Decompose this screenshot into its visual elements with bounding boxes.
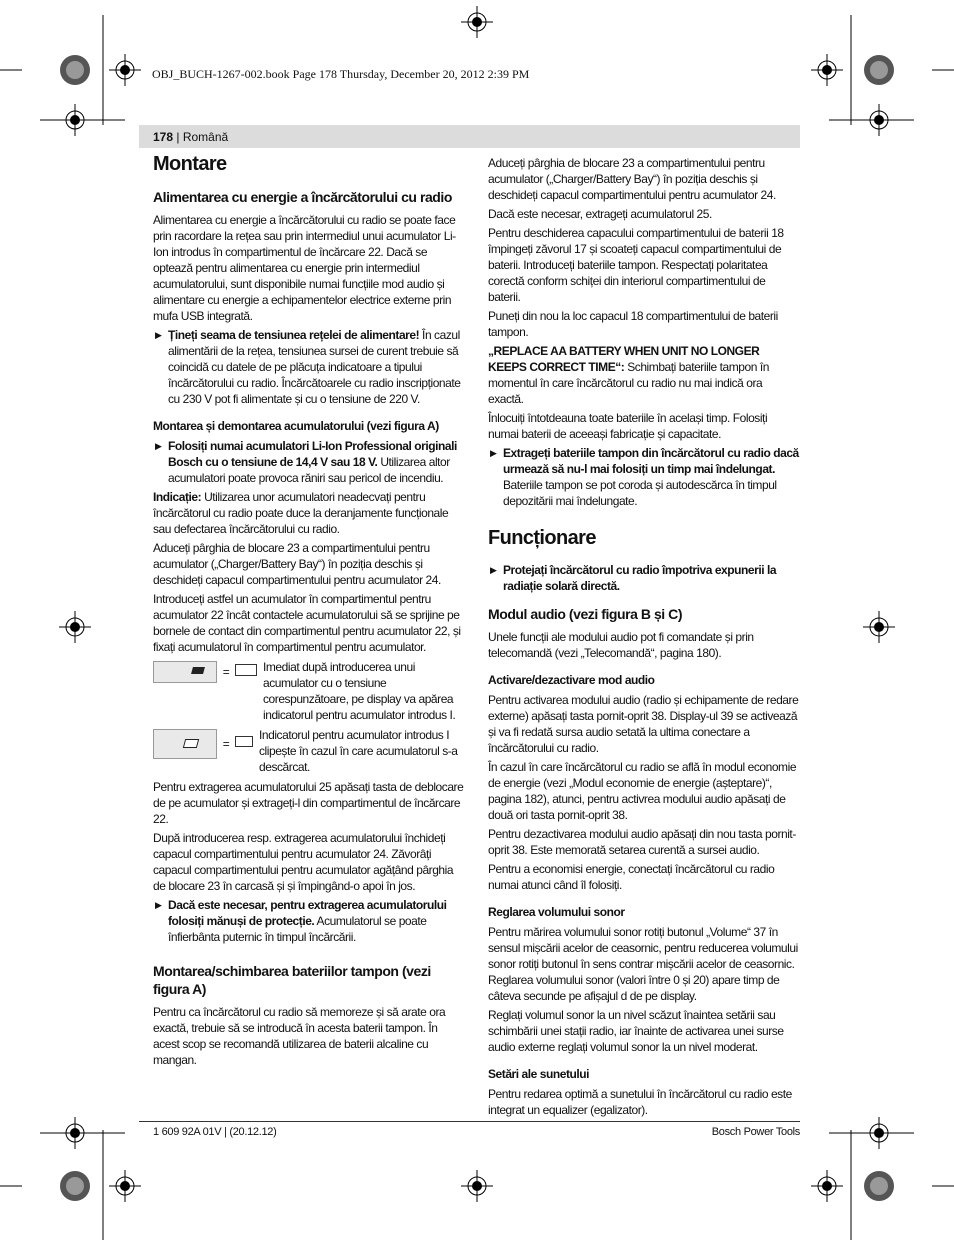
paragraph-unele: Unele funcții ale modului audio pot fi comandate și prin telecomandă (vezi „Telecomandă“, pagina 180). (488, 630, 754, 660)
indicator-text-1: Imediat după introducerea unui acumulator cu o tensiune corespunzătoare, pe display va apărea indicatorul pentru acumulator introdus I. (263, 660, 456, 722)
indicator-row-2 (153, 727, 466, 775)
bullet-text: Acumulatorul se poate înfierbânta puternic în timpul încărcării. (168, 914, 427, 944)
indicatie-label: Indicație: (153, 490, 202, 504)
page-header (153, 130, 228, 144)
paragraph-dezactivarea: Pentru dezactivarea modului audio apăsați din nou tasta pornit-oprit 38. Este memorată setarea curentă a sursei audio. (488, 827, 796, 857)
heading-montare: Montare (153, 153, 227, 175)
heading-activare: Activare/dezactivare mod audio (488, 673, 655, 687)
heading-montarea-acumulatorului: Montarea și demontarea acumulatorului (vezi figura A) (153, 419, 439, 433)
paragraph-aduceti-2: Aduceți pârghia de blocare 23 a compartimentului pentru acumulator („Charger/Battery Bay“) în poziția deschis și deschideți capacul compartimentului pentru acumulator 24. (488, 156, 776, 202)
bullet-text: Bateriile tampon se pot coroda și autodescărca în timpul depozitării mai îndelungate. (503, 478, 777, 508)
heading-functionare: Funcționare (488, 527, 596, 549)
bullet-text: Utilizarea altor acumulatori poate provoca răniri sau pericol de incendiu. (168, 455, 450, 485)
page-number: 178 (153, 130, 174, 144)
bullet-bold: Dacă este necesar, pentru extragerea acumulatorului folosiți mănuși de protecție. (168, 898, 447, 928)
paragraph-inlocuiti: Înlocuiți întotdeauna toate bateriile în același timp. Folosiți numai baterii de aceeași fabricație și capacitate. (488, 411, 768, 441)
paragraph-redarea: Pentru redarea optimă a sunetului în încărcătorul cu radio este integrat un equalizer (egalizator). (488, 1087, 792, 1117)
heading-setari: Setări ale sunetului (488, 1067, 590, 1081)
paragraph-economisi: Pentru a economisi energie, conectați încărcătorul cu radio numai atunci când îl folosiți. (488, 862, 775, 892)
battery-outline-icon (235, 664, 257, 676)
page-header-bar (139, 125, 800, 148)
heading-alimentarea: Alimentarea cu energie a încărcătorului cu radio (153, 189, 452, 205)
right-column (488, 155, 800, 1121)
footer-left: 1 609 92A 01V | (20.12.12) (153, 1126, 277, 1138)
bullet-bold: Țineți seama de tensiunea rețelei de alimentare! (168, 328, 420, 342)
paragraph-extragerea: Pentru extragerea acumulatorului 25 apăsați tasta de deblocare de pe acumulator și extrageți-l din compartimentul de încărcare 22. (153, 780, 464, 826)
footer-rule (139, 1121, 800, 1122)
equals-sign: = (222, 665, 230, 679)
indicator-text-2: Indicatorul pentru acumulator introdus I clipește în cazul în care acumulatorul s-a descărcat. (259, 728, 458, 774)
paragraph-puneti: Puneți din nou la loc capacul 18 compartimentului de baterii tampon. (488, 309, 778, 339)
bullet-text: În cazul alimentării de la rețea, tensiunea sursei de curent trebuie să coincidă cu datele de pe plăcuța indicatoare a tipului încărcătorului cu radio. Încărcătoarele cu radio inscripționate cu 230 V pot fi alimentate și cu o tensiune de 220 V. (168, 328, 461, 406)
heading-reglarea: Reglarea volumului sonor (488, 905, 625, 919)
battery-blinking-icon (183, 739, 199, 748)
paragraph-introduceti: Introduceți astfel un acumulator în compartimentul pentru acumulator 22 încât contactele acumulatorului să se sprijine pe bornele de contact din compartimentul pentru acumulator 22, și fixați acumulatorul în compartimentul pentru acumulator. (153, 592, 461, 654)
heading-modul-audio: Modul audio (vezi figura B și C) (488, 606, 683, 622)
replace-text: Schimbați bateriile tampon în momentul în care încărcătorul cu radio nu mai indică ora exactă. (488, 360, 769, 406)
bullet-extrageti (488, 445, 800, 509)
print-slug: OBJ_BUCH-1267-002.book Page 178 Thursday, December 20, 2012 2:39 PM (152, 67, 530, 81)
heading-baterii-tampon: Montarea/schimbarea bateriilor tampon (vezi figura A) (153, 963, 431, 997)
indicatie-text: Utilizarea unor acumulatori neadecvați pentru încărcătorul cu radio poate duce la deranjamente funcționale sau defectarea încărcătorului cu radio. (153, 490, 449, 536)
paragraph-dupa: După introducerea resp. extragerea acumulatorului închideți capacul compartimentului pentru acumulator 24. Zăvorâți capacul compartimentului pentru acumulator agățând pârghia de blocare 23 în carcasă și și împingând-o apoi în jos. (153, 831, 454, 893)
battery-blinking-outline-icon (235, 736, 253, 747)
paragraph-replace (488, 343, 800, 407)
indicator-row-1 (153, 659, 466, 723)
bullet-bold: Protejați încărcătorul cu radio împotriva expunerii la radiație solară directă. (503, 563, 777, 593)
bullet-tensiunea (153, 327, 466, 407)
paragraph-deschiderea: Pentru deschiderea capacului compartimentului de baterii 18 împingeți zăvorul 17 și scoateți capacul compartimentului de baterii. Introduceți bateriile tampon. Respectați polaritatea corectă conform schiței din interiorul compartimentului de baterii. (488, 226, 784, 304)
paragraph-reglati: Reglați volumul sonor la un nivel scăzut înaintea setării sau schimbării unei stații radio, iar înainte de activarea unei surse audio externe reglați volumul sonor la un nivel moderat. (488, 1008, 784, 1054)
paragraph-in-cazul: În cazul în care încărcătorul cu radio se află în modul economie de energie (vezi „Modul economie de energie (așteptare)“, pagina 182), atunci, pentru activrea modului audio apăsați de două ori tasta pornit-oprit 38. (488, 760, 797, 822)
bullet-bold: Folosiți numai acumulatori Li-Ion Professional originali Bosch cu o tensiune de 14,4 V sau 18 V. (168, 439, 457, 469)
paragraph-alimentarea: Alimentarea cu energie a încărcătorului cu radio se poate face prin racordare la rețea sau prin intermediul unui acumulator Li-Ion introdus în compartimentul de încărcare 22. Dacă se optează pentru alimentarea cu energie prin intermediul acumulatorului, sunt disponibile numai funcțiile mod audio și alimentare cu energie a echipamentelor electrice externe prin mufa USB integrată. (153, 213, 456, 323)
left-column (153, 152, 466, 1071)
header-separator: | (173, 130, 183, 144)
bullet-manusi (153, 897, 466, 945)
battery-icon (191, 667, 205, 674)
display-illustration (153, 661, 217, 683)
bullet-acumulatori (153, 438, 466, 486)
paragraph-activarea: Pentru activarea modului audio (radio și echipamente de redare externe) apăsați tasta pornit-oprit 38. Display-ul 39 se activează și va fi redată sursa audio setată la ultima conectare a încărcătorului cu radio. (488, 693, 799, 755)
display-illustration-blinking (153, 729, 217, 759)
header-language: Română (182, 130, 229, 144)
paragraph-aduceti: Aduceți pârghia de blocare 23 a compartimentului pentru acumulator („Charger/Battery Bay“) în poziția deschis și deschideți capacul compartimentului pentru acumulator 24. (153, 541, 441, 587)
paragraph-marirea: Pentru mărirea volumului sonor rotiți butonul „Volume“ 37 în sensul mișcării acelor de ceasornic, pentru reducerea volumului sonor rotiți butonul în sens contrar mișcării acelor de ceasornic. Reglarea volumului sonor (valori între 0 și 20) apare timp de câteva secunde pe afișajul d de pe display. (488, 925, 798, 1003)
paragraph-indicatie (153, 489, 466, 537)
paragraph-daca: Dacă este necesar, extrageți acumulatorul 25. (488, 207, 712, 221)
replace-bold: „REPLACE AA BATTERY WHEN UNIT NO LONGER KEEPS CORRECT TIME“: (488, 344, 760, 374)
bullet-bold: Extrageți bateriile tampon din încărcătorul cu radio dacă urmează să nu-l mai folosiți un timp mai îndelungat. (503, 446, 799, 476)
equals-sign: = (222, 737, 230, 751)
footer-right: Bosch Power Tools (711, 1126, 800, 1138)
bullet-protejati (488, 562, 800, 594)
paragraph-tampon: Pentru ca încărcătorul cu radio să memoreze și să arate ora exactă, trebuie să se introducă în acesta baterii tampon. În acest scop se recomandă utilizarea de baterii alcaline cu mangan. (153, 1005, 446, 1067)
